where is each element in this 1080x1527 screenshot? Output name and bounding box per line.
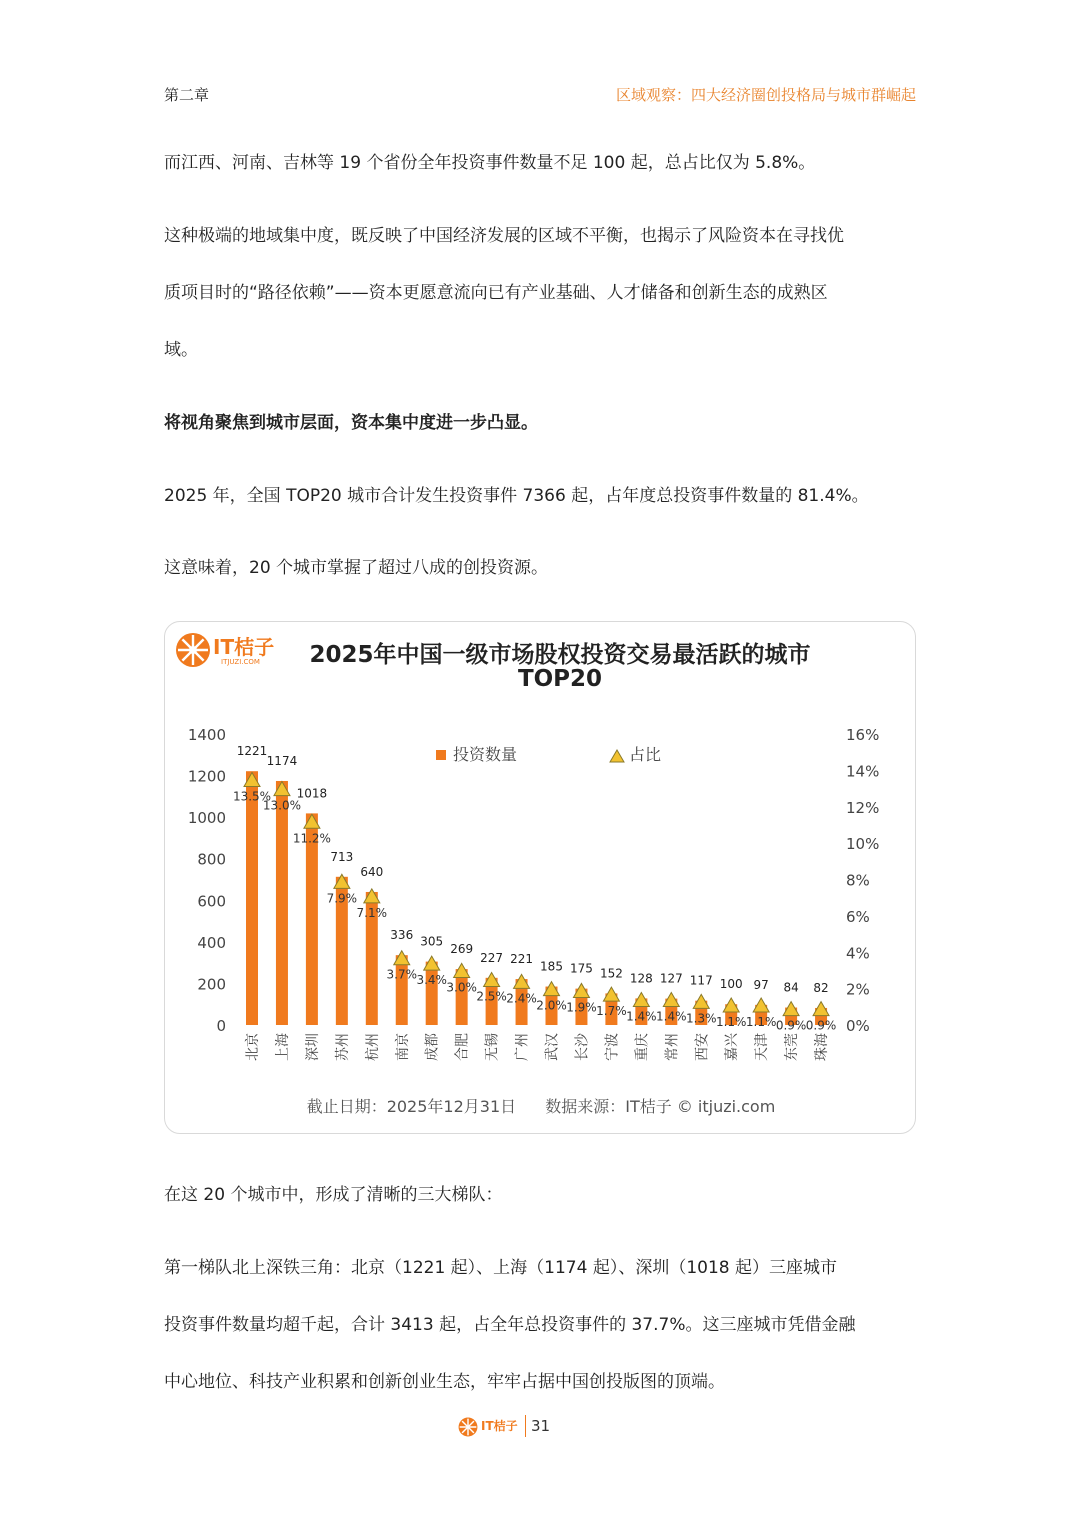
x-tick-label: 深圳 (304, 1033, 321, 1061)
x-tick-label: 嘉兴 (724, 1033, 741, 1061)
y-left-tick-label: 1200 (187, 767, 226, 786)
ratio-label: 1.7% (596, 1004, 627, 1019)
bar-value-label: 128 (629, 971, 653, 986)
x-tick-label: 杭州 (364, 1033, 381, 1061)
paragraph-3-bold: 将视角聚焦到城市层面，资本集中度进一步凸显。 (164, 413, 538, 433)
chart-source-note: 数据来源：IT桔子 © itjuzi.com (545, 1097, 776, 1116)
ratio-label: 2.5% (476, 989, 507, 1004)
x-tick-label: 广州 (514, 1033, 531, 1061)
legend-bar-label: 投资数量 (453, 745, 518, 764)
ratio-label: 0.9% (805, 1018, 837, 1033)
bar-value-label: 100 (719, 977, 743, 992)
footer-logo-text: IT桔子 (481, 1419, 518, 1433)
chart-date-note: 截止日期：2025年12月31日 (306, 1097, 517, 1116)
bar (246, 771, 258, 1025)
bar-value-label: 97 (753, 977, 769, 992)
y-right-tick-label: 2% (846, 980, 870, 999)
paragraph-7-line-3: 中心地位、科技产业积累和创新创业生态，牢牢占据中国创投版图的顶端。 (164, 1372, 725, 1392)
bar-value-label: 713 (330, 849, 354, 864)
ratio-label: 1.1% (745, 1014, 777, 1029)
x-tick-label: 苏州 (334, 1033, 351, 1061)
y-left-tick-label: 0 (216, 1017, 226, 1035)
y-right-tick-label: 16% (846, 726, 880, 744)
paragraph-6: 在这 20 个城市中，形成了清晰的三大梯队： (164, 1185, 503, 1205)
y-right-tick-label: 0% (846, 1017, 870, 1035)
legend-ratio-label: 占比 (629, 745, 662, 764)
bar-value-label: 1221 (236, 744, 268, 759)
y-left-tick-label: 400 (197, 933, 226, 952)
x-tick-label: 常州 (664, 1033, 681, 1061)
x-tick-label: 西安 (694, 1033, 711, 1061)
y-left-tick-label: 1000 (187, 809, 226, 828)
bar-chart (165, 622, 917, 1092)
ratio-label: 0.9% (775, 1018, 807, 1033)
ratio-label: 2.4% (506, 991, 537, 1006)
chart-footer (165, 1094, 917, 1117)
bar-value-label: 640 (360, 864, 384, 879)
ratio-label: 1.1% (715, 1014, 747, 1029)
x-tick-label: 重庆 (634, 1033, 651, 1061)
footer-divider (525, 1415, 526, 1437)
ratio-label: 13.0% (262, 798, 302, 813)
paragraph-2-line-2: 质项目时的“路径依赖”——资本更愿意流向已有产业基础、人才储备和创新生态的成熟区 (164, 283, 828, 303)
legend-bar-swatch (436, 750, 446, 760)
ratio-label: 11.2% (292, 831, 331, 846)
ratio-label: 1.4% (626, 1009, 657, 1024)
ratio-label: 3.7% (386, 967, 417, 982)
bar-value-label: 127 (659, 971, 683, 986)
bar-value-label: 336 (390, 928, 414, 943)
y-left-tick-label: 200 (197, 975, 226, 994)
ratio-label: 1.9% (566, 1000, 597, 1015)
ratio-label: 7.9% (326, 891, 358, 906)
logo-domain: ITJUZI.COM (221, 658, 260, 666)
paragraph-7-line-1: 第一梯队北上深铁三角：北京（1221 起）、上海（1174 起）、深圳（1018 起）三座城市 (164, 1258, 838, 1278)
ratio-label: 1.4% (656, 1009, 687, 1024)
bar-value-label: 227 (480, 950, 504, 965)
x-tick-label: 北京 (245, 1033, 261, 1061)
paragraph-7-line-2: 投资事件数量均超千起，合计 3413 起，占全年总投资事件的 37.7%。这三座城市凭借金融 (164, 1315, 856, 1335)
ratio-label: 3.0% (446, 980, 477, 995)
chapter-label: 第二章 (164, 86, 210, 104)
x-tick-label: 合肥 (454, 1033, 471, 1061)
legend-triangle-marker (610, 750, 624, 762)
bar-value-label: 84 (783, 980, 799, 995)
chart-title-line-1: 2025年中国一级市场股权投资交易最活跃的城市 (309, 642, 811, 668)
bar-value-label: 152 (599, 966, 623, 981)
ratio-label: 7.1% (356, 905, 388, 920)
x-tick-label: 宁波 (604, 1033, 621, 1061)
bar-value-label: 221 (510, 952, 534, 967)
ratio-label: 1.3% (686, 1011, 717, 1026)
bar-value-label: 82 (813, 980, 829, 995)
y-right-tick-label: 10% (846, 835, 880, 854)
bar-value-label: 175 (569, 961, 593, 976)
logo-name: IT桔子 (213, 635, 275, 659)
y-right-tick-label: 8% (846, 871, 870, 890)
x-tick-label: 武汉 (544, 1033, 561, 1061)
y-right-tick-label: 4% (846, 944, 870, 963)
x-tick-label: 上海 (274, 1033, 291, 1061)
bar-value-label: 1018 (296, 786, 328, 801)
y-right-tick-label: 12% (846, 798, 880, 817)
footer-orange-icon (458, 1417, 478, 1437)
x-tick-label: 东莞 (784, 1033, 801, 1061)
paragraph-1: 而江西、河南、吉林等 19 个省份全年投资事件数量不足 100 起，总占比仅为 5.8%。 (164, 153, 816, 173)
bar-value-label: 117 (689, 973, 713, 988)
chart-card (164, 621, 916, 1134)
bar-value-label: 269 (450, 942, 474, 957)
bar (276, 781, 288, 1025)
y-right-tick-label: 6% (846, 907, 870, 926)
chart-title-line-2: TOP20 (517, 666, 603, 692)
y-left-tick-label: 600 (197, 892, 226, 911)
x-tick-label: 南京 (394, 1033, 411, 1061)
x-tick-label: 无锡 (484, 1033, 501, 1061)
x-tick-label: 珠海 (814, 1033, 831, 1061)
y-right-tick-label: 14% (846, 762, 880, 781)
y-left-tick-label: 1400 (187, 726, 226, 744)
bar (426, 962, 438, 1025)
paragraph-5: 这意味着，20 个城市掌握了超过八成的创投资源。 (164, 558, 549, 578)
ratio-label: 3.4% (416, 973, 447, 988)
ratio-label: 13.5% (232, 789, 272, 804)
bar (396, 955, 408, 1025)
chart-legend (436, 745, 661, 764)
bar-value-label: 1174 (266, 753, 298, 768)
x-tick-label: 成都 (424, 1033, 441, 1061)
ratio-label: 2.0% (536, 998, 567, 1013)
paragraph-2-line-3: 域。 (164, 340, 198, 360)
bar-value-label: 185 (540, 959, 563, 974)
page-number: 31 (531, 1417, 551, 1435)
paragraph-2-line-1: 这种极端的地域集中度，既反映了中国经济发展的区域不平衡，也揭示了风险资本在寻找优 (164, 226, 844, 246)
y-left-tick-label: 800 (197, 850, 226, 869)
section-title: 区域观察：四大经济圈创投格局与城市群崛起 (615, 86, 916, 104)
x-tick-label: 天津 (754, 1033, 771, 1061)
paragraph-4: 2025 年，全国 TOP20 城市合计发生投资事件 7366 起，占年度总投资事件数量的 81.4%。 (164, 486, 869, 506)
page-footer (458, 1413, 578, 1441)
x-tick-label: 长沙 (574, 1033, 591, 1061)
bar-value-label: 305 (420, 934, 444, 949)
